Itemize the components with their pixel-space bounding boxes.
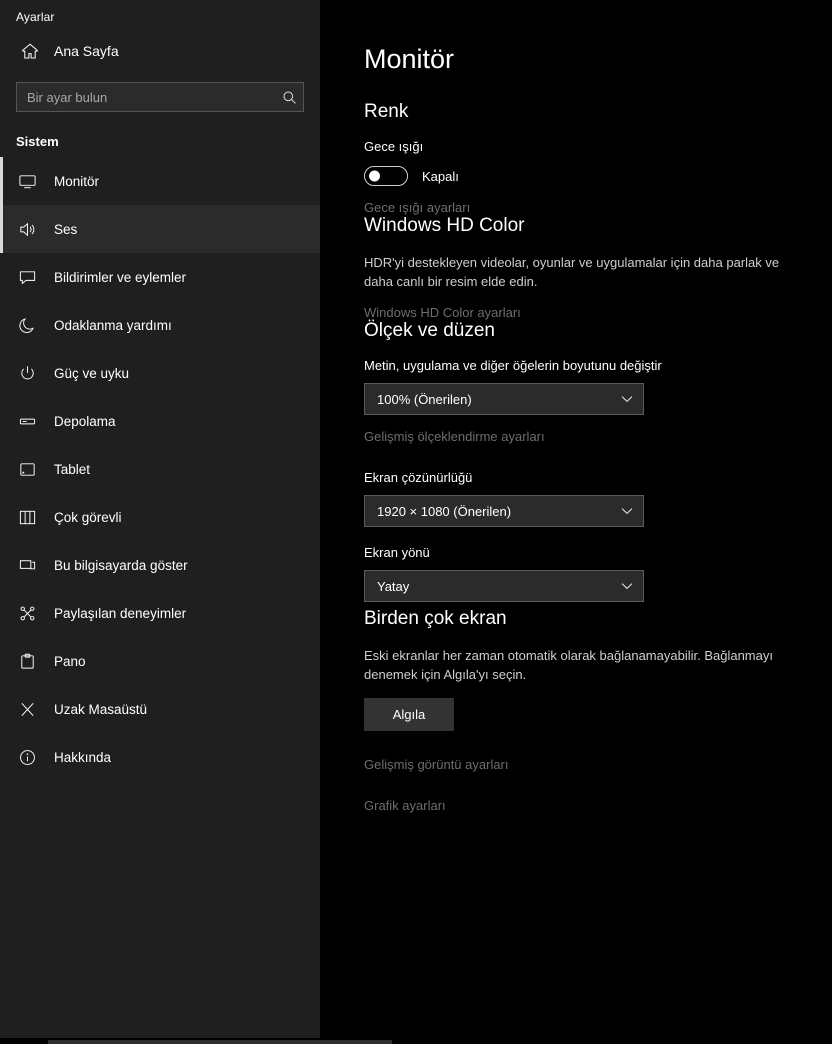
scale-section-heading: Ölçek ve düzen [364,320,495,341]
sidebar-item-focus-assist[interactable] [0,301,320,349]
chevron-down-icon [621,507,633,515]
moon-icon [16,316,38,335]
sidebar-item-home-label: Ana Sayfa [54,43,119,59]
sidebar-item-about[interactable] [0,733,320,781]
sidebar-section-title: Sistem [16,134,59,149]
chat-icon [16,268,38,287]
taskbar-segment [48,1040,392,1044]
multi-display-section-heading: Birden çok ekran [364,608,507,629]
sidebar-item-power-sleep-label: Güç ve uyku [54,365,130,381]
sidebar-item-sound-label: Ses [54,221,78,237]
tablet-icon [16,460,38,479]
sidebar-item-home[interactable] [0,32,320,70]
text-size-combobox[interactable] [364,383,644,415]
sidebar-item-remote-desktop[interactable] [0,685,320,733]
sidebar-item-notifications[interactable] [0,253,320,301]
text-size-value: 100% (Önerilen) [377,391,472,407]
resolution-label: Ekran çözünürlüğü [364,470,473,485]
sidebar-item-about-label: Hakkında [54,749,112,765]
sidebar-item-monitor-label: Monitör [54,173,100,189]
multi-display-description: Eski ekranlar her zaman otomatik olarak bağlanamayabilir. Bağlanmayı denemek için Algıla'yı seçin. [364,648,773,682]
night-light-label: Gece ışığı [364,139,424,154]
sidebar-item-monitor[interactable] [0,157,320,205]
color-section-heading: Renk [364,101,409,122]
sidebar-item-tablet-label: Tablet [54,461,91,477]
project-icon [16,556,38,575]
sidebar-item-multitasking-label: Çok görevli [54,509,122,525]
storage-icon [16,412,38,431]
sidebar-item-power-sleep[interactable] [0,349,320,397]
search-icon[interactable] [275,83,303,111]
sidebar-item-shared-experiences[interactable] [0,589,320,637]
sidebar-item-sound[interactable] [0,205,320,253]
sidebar [0,0,320,1044]
sidebar-item-shared-experiences-label: Paylaşılan deneyimler [54,605,187,621]
monitor-icon [16,172,38,191]
sidebar-item-remote-desktop-label: Uzak Masaüstü [54,701,148,717]
sidebar-item-multitasking[interactable] [0,493,320,541]
advanced-display-settings-link[interactable]: Gelişmiş görüntü ayarları [364,757,509,772]
night-light-settings-link[interactable]: Gece ışığı ayarları [364,200,471,215]
sidebar-item-notifications-label: Bildirimler ve eylemler [54,269,187,285]
sidebar-item-projecting[interactable] [0,541,320,589]
hdr-section-heading: Windows HD Color [364,215,525,236]
graphics-settings-link[interactable]: Grafik ayarları [364,798,446,813]
sidebar-item-tablet[interactable] [0,445,320,493]
chevron-down-icon [621,395,633,403]
detect-button[interactable]: Algıla [364,698,454,731]
remote-desktop-icon [16,700,38,719]
sidebar-item-clipboard-label: Pano [54,653,86,669]
sidebar-nav [0,157,320,781]
resolution-value: 1920 × 1080 (Önerilen) [377,503,512,519]
orientation-value: Yatay [377,578,410,594]
info-icon [16,748,38,767]
night-light-state: Kapalı [422,168,459,184]
share-icon [16,604,38,623]
orientation-label: Ekran yönü [364,545,430,560]
clipboard-icon [16,652,38,671]
text-size-label: Metin, uygulama ve diğer öğelerin boyutunu değiştir [364,358,662,373]
page-title: Monitör [364,44,455,74]
sidebar-item-storage[interactable] [0,397,320,445]
night-light-toggle-row [364,166,792,186]
sidebar-item-focus-assist-label: Odaklanma yardımı [54,317,172,333]
search-box[interactable] [16,82,304,112]
night-light-toggle[interactable] [364,166,408,186]
main-content [320,0,832,1044]
advanced-scaling-link[interactable]: Gelişmiş ölçeklendirme ayarları [364,429,545,444]
app-title: Ayarlar [16,10,55,24]
hdr-settings-link[interactable]: Windows HD Color ayarları [364,305,521,320]
sidebar-item-projecting-label: Bu bilgisayarda göster [54,557,188,573]
resolution-combobox[interactable] [364,495,644,527]
hdr-description: HDR'yi destekleyen videolar, oyunlar ve uygulamalar için daha parlak ve daha canlı bir resim elde edin. [364,255,780,289]
sidebar-item-clipboard[interactable] [0,637,320,685]
search-input[interactable] [16,82,304,112]
toggle-knob [369,171,380,182]
sidebar-item-storage-label: Depolama [54,413,116,429]
chevron-down-icon [621,582,633,590]
taskbar-strip [0,1038,832,1044]
multitask-icon [16,508,38,527]
power-icon [16,364,38,383]
orientation-combobox[interactable] [364,570,644,602]
speaker-icon [16,220,38,239]
home-icon [20,42,40,60]
